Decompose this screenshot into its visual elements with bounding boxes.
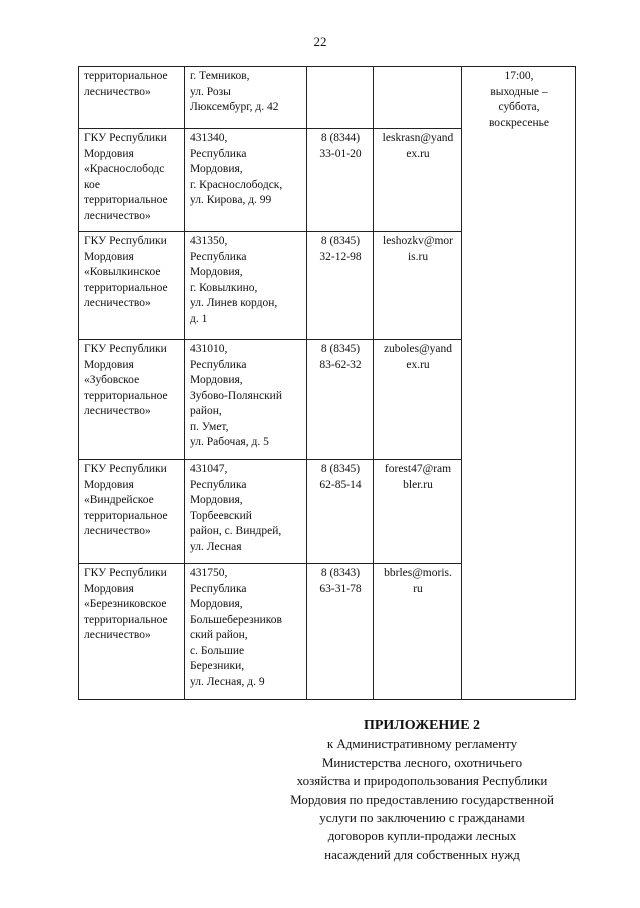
appendix-line: Мордовия по предоставлению государственной — [290, 791, 554, 807]
address-cell: г. Темников, ул. Розы Люксембург, д. 42 — [185, 67, 307, 129]
appendix-line: договоров купли-продажи лесных — [327, 828, 517, 844]
appendix-block — [252, 717, 592, 864]
org-name-cell: ГКУ Республики Мордовия «Березниковское территориальное лесничество» — [79, 564, 185, 700]
appendix-line: хозяйства и природопользования Республики — [296, 773, 548, 789]
phone-cell — [307, 67, 374, 129]
email-cell: leshozkv@mor is.ru — [374, 232, 462, 340]
phone-cell: 8 (8345) 62-85-14 — [307, 460, 374, 564]
address-cell: 431047, Республика Мордовия, Торбеевский район, с. Виндрей, ул. Лесная — [185, 460, 307, 564]
org-name-cell: ГКУ Республики Мордовия «Ковылкинское территориальное лесничество» — [79, 232, 185, 340]
email-cell — [374, 67, 462, 129]
appendix-line: услуги по заключению с гражданами — [319, 810, 525, 826]
org-name-cell: территориальное лесничество» — [79, 67, 185, 129]
appendix-line: насаждений для собственных нужд — [324, 846, 520, 862]
email-cell: leskrasn@yand ex.ru — [374, 129, 462, 232]
org-name-cell: ГКУ Республики Мордовия «Зубовское территориальное лесничество» — [79, 340, 185, 460]
phone-cell: 8 (8345) 83-62-32 — [307, 340, 374, 460]
address-cell: 431350, Республика Мордовия, г. Ковылкино, ул. Линев кордон, д. 1 — [185, 232, 307, 340]
phone-cell: 8 (8343) 63-31-78 — [307, 564, 374, 700]
appendix-title: ПРИЛОЖЕНИЕ 2 — [363, 718, 481, 733]
table-row — [79, 67, 576, 129]
email-cell: forest47@ram bler.ru — [374, 460, 462, 564]
appendix-line: Министерства лесного, охотничьего — [321, 754, 523, 770]
email-cell: bbrles@moris. ru — [374, 564, 462, 700]
forestry-contacts-table — [78, 66, 576, 700]
page-number: 22 — [313, 34, 327, 49]
email-cell: zuboles@yand ex.ru — [374, 340, 462, 460]
working-hours-cell: 17:00, выходные – суббота, воскресенье — [462, 67, 576, 700]
phone-cell: 8 (8344) 33-01-20 — [307, 129, 374, 232]
org-name-cell: ГКУ Республики Мордовия «Краснослободс кое территориальное лесничество» — [79, 129, 185, 232]
address-cell: 431750, Республика Мордовия, Большеберезников ский район, с. Большие Березники, ул. Лесная, д. 9 — [185, 564, 307, 700]
appendix-line: к Административному регламенту — [326, 736, 518, 752]
address-cell: 431340, Республика Мордовия, г. Краснослободск, ул. Кирова, д. 99 — [185, 129, 307, 232]
org-name-cell: ГКУ Республики Мордовия «Виндрейское территориальное лесничество» — [79, 460, 185, 564]
phone-cell: 8 (8345) 32-12-98 — [307, 232, 374, 340]
address-cell: 431010, Республика Мордовия, Зубово-Полянский район, п. Умет, ул. Рабочая, д. 5 — [185, 340, 307, 460]
